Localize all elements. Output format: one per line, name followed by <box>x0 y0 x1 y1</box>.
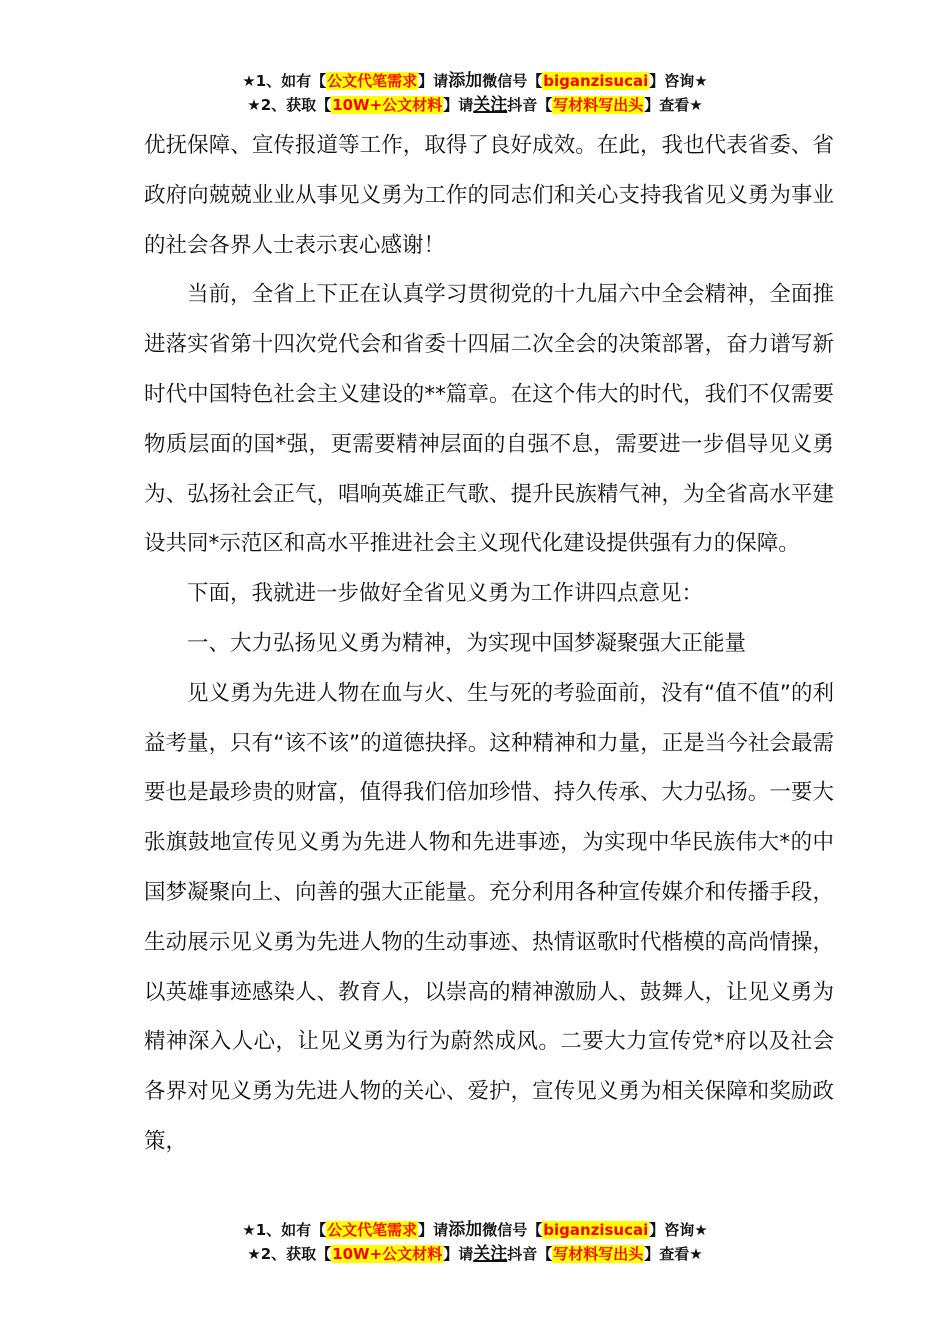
promo-text: ★1、如有【 <box>242 1221 327 1239</box>
promo-emphasis: 添加 <box>448 1220 483 1240</box>
promo-text: 】请 <box>418 72 449 90</box>
paragraph: 下面，我就进一步做好全省见义勇为工作讲四点意见： <box>187 581 704 607</box>
promo-text: 】请 <box>443 1245 474 1263</box>
promo-text: 】查看★ <box>644 96 703 114</box>
highlight-douyin: 写材料写出头 <box>553 96 644 114</box>
section-heading: 一、大力弘扬见义勇为精神，为实现中国梦凝聚强大正能量 <box>187 630 747 656</box>
promo-text: 】请 <box>418 1221 449 1239</box>
promo-text: 】查看★ <box>644 1245 703 1263</box>
highlight-materials: 10W+公文材料 <box>332 96 443 114</box>
promo-text: ★2、获取【 <box>247 96 332 114</box>
promo-line-1 <box>0 1218 950 1242</box>
promo-line-2 <box>0 1242 950 1266</box>
promo-text: 】请 <box>443 96 474 114</box>
promo-text: 微信号【 <box>482 72 543 90</box>
promo-line-1 <box>0 69 950 93</box>
promo-text: 】咨询★ <box>649 72 708 90</box>
promo-text: ★2、获取【 <box>247 1245 332 1263</box>
promo-banner-top <box>0 69 950 117</box>
promo-text: ★1、如有【 <box>242 72 327 90</box>
paragraph: 当前，全省上下正在认真学习贯彻党的十九届六中全会精神，全面推进落实省第十四次党代会和省委十四届二次全会的决策部署，奋力谱写新时代中国特色社会主义建设的**篇章。在这个伟大的时代，我们不仅需要物质层面的国*强，更需要精神层面的自强不息，需要进一步倡导见义勇为、弘扬社会正气，唱响英雄正气歌、提升民族精气神，为全省高水平建设共同*示范区和高水平推进社会主义现代化建设提供强有力的保障。 <box>144 282 834 557</box>
promo-banner-bottom <box>0 1218 950 1266</box>
paragraph: 见义勇为先进人物在血与火、生与死的考验面前，没有“值不值”的利益考量，只有“该不该”的道德抉择。这种精神和力量，正是当今社会最需要也是最珍贵的财富，值得我们倍加珍惜、持久传承、大力弘扬。一要大张旗鼓地宣传见义勇为先进人物和先进事迹，为实现中华民族伟大*的中国梦凝聚向上、向善的强大正能量。充分利用各种宣传媒介和传播手段，生动展示见义勇为先进人物的生动事迹、热情讴歌时代楷模的高尚情操，以英雄事迹感染人、教育人，以崇高的精神激励人、鼓舞人，让见义勇为精神深入人心，让见义勇为行为蔚然成风。二要大力宣传党*府以及社会各界对见义勇为先进人物的关心、爱护，宣传见义勇为相关保障和奖励政策， <box>144 680 834 1154</box>
promo-text: 微信号【 <box>482 1221 543 1239</box>
highlight-wechat-id: biganzisucai <box>543 72 649 90</box>
highlight-service: 公文代笔需求 <box>327 72 418 90</box>
highlight-service: 公文代笔需求 <box>327 1221 418 1239</box>
promo-emphasis: 关注 <box>473 1244 508 1264</box>
highlight-wechat-id: biganzisucai <box>543 1221 649 1239</box>
document-body <box>144 121 834 1167</box>
promo-emphasis: 关注 <box>473 95 508 115</box>
promo-text: 抖音【 <box>507 96 553 114</box>
promo-line-2 <box>0 93 950 117</box>
highlight-douyin: 写材料写出头 <box>553 1245 644 1263</box>
highlight-materials: 10W+公文材料 <box>332 1245 443 1263</box>
promo-text: 抖音【 <box>507 1245 553 1263</box>
promo-emphasis: 添加 <box>448 71 483 91</box>
promo-text: 】咨询★ <box>649 1221 708 1239</box>
paragraph: 优抚保障、宣传报道等工作，取得了良好成效。在此，我也代表省委、省政府向兢兢业业从事见义勇为工作的同志们和关心支持我省见义勇为事业的社会各界人士表示衷心感谢！ <box>144 133 834 258</box>
